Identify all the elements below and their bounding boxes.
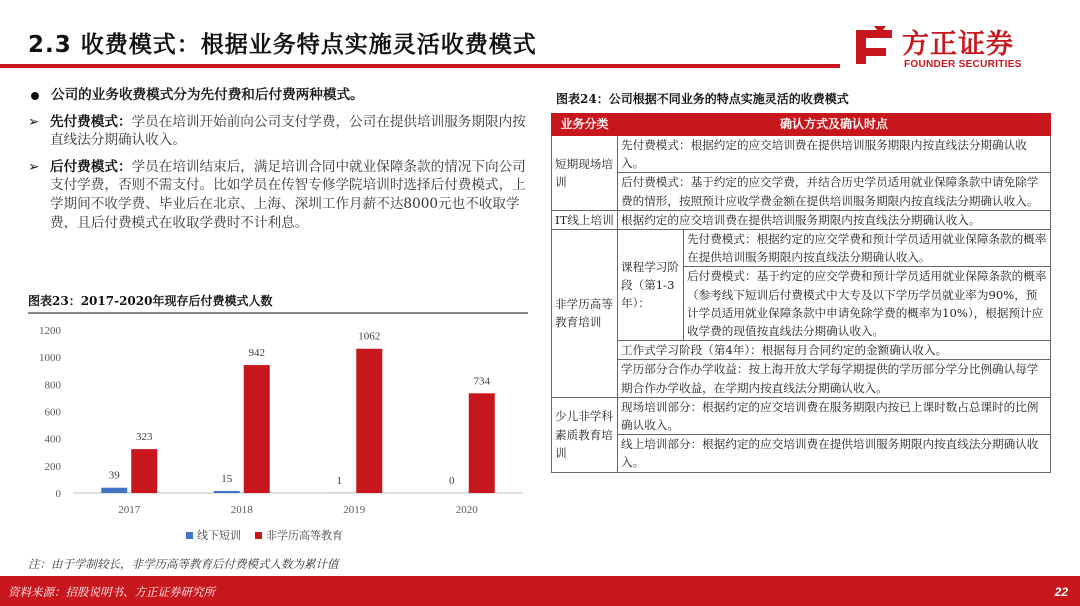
y-tick-label: 1200: [39, 325, 61, 337]
arrow-bullet-icon: ➢: [28, 158, 40, 175]
bullet-dot-icon: [31, 92, 39, 100]
table-header-method: 确认方式及确认时点: [618, 114, 1051, 136]
table-header-category: 业务分类: [552, 114, 618, 136]
data-label: 1062: [358, 330, 381, 343]
chart-title: 图表23：2017-2020年现存后付费模式人数: [28, 294, 273, 308]
x-tick-label: 2019: [343, 504, 366, 516]
main-bullet: [28, 86, 528, 105]
data-label: 734: [473, 375, 490, 388]
y-tick-label: 600: [44, 406, 61, 419]
non-degree-prepay: 先付费模式：根据约定的应交学费和预计学员适用就业保障条款的概率在提供培训服务期限内按直线法分期确认收入。: [684, 230, 1051, 267]
legend-label: 非学历高等教育: [266, 529, 343, 542]
chart-title-divider: [28, 312, 528, 314]
short-term-prepay: 先付费模式：根据约定的应交培训费在提供培训服务期限内按直线法分期确认收入。: [618, 136, 1051, 173]
postpay-users-chart: [28, 316, 528, 552]
x-tick-label: 2020: [455, 504, 478, 516]
prepay-body: 学员在培训开始前向公司支付学费，公司在提供培训服务期限内按直线法分期确认收入。: [50, 113, 526, 149]
bar-offline-short: [214, 491, 240, 493]
founder-logo: [852, 22, 1052, 74]
table-row: [552, 341, 1051, 360]
page-number: 22: [1054, 585, 1068, 599]
x-tick-label: 2018: [230, 504, 253, 516]
non-degree-postpay: 后付费模式：基于约定的应交学费和预计学员适用就业保障条款的概率（参考线下短训后付费模式中大专及以下学历学员就业率为90%，预计学员适用就业保障条款中申请免除学费的概率为10%），根据预计应收学费的现值按直线法分期确认收入。: [684, 267, 1051, 341]
revenue-recognition-table: [551, 113, 1051, 473]
non-degree-coop: 学历部分合作办学收益：按上海开放大学每学期提供的学历部分学分比例确认每学期合作办学收益，在学期内按直线法分期确认收入。: [618, 360, 1051, 397]
data-label: 39: [108, 469, 120, 482]
data-label: 15: [221, 472, 233, 485]
prepay-item: [28, 113, 528, 150]
y-tick-label: 1000: [39, 352, 61, 365]
chart-note: 注：由于学制较长，非学历高等教育后付费模式人数为累计值: [28, 557, 339, 571]
prepay-heading: 先付费模式：: [50, 113, 132, 130]
business-model-text: [28, 86, 528, 240]
short-term-postpay: 后付费模式：基于约定的应交学费，并结合历史学员适用就业保障条款中请免除学费的情形，按照预计应收学费金额在提供培训服务期限内按直线法分期确认收入。: [618, 173, 1051, 210]
legend-label: 线下短训: [197, 529, 241, 542]
category-kids: 少儿非学科素质教育培训: [552, 397, 618, 472]
postpay-heading: 后付费模式：: [50, 158, 132, 175]
table-row: [552, 136, 1051, 173]
footer-source: 资料来源：招股说明书、方正证券研究所: [8, 585, 215, 599]
y-tick-label: 200: [44, 460, 61, 473]
founder-logo-icon: [852, 24, 896, 68]
main-bullet-text: 公司的业务收费模式分为先付费和后付费两种模式。: [51, 87, 364, 103]
table-row: [552, 173, 1051, 210]
logo-english-name: FOUNDER SECURITIES: [904, 59, 1022, 70]
table-row: [552, 397, 1051, 434]
postpay-body: 学员在培训结束后，满足培训合同中就业保障条款的情况下向公司支付学费，否则不需支付。比如学员在传智专修学院培训时选择后付费模式，上学期间不收学费、毕业后在北京、上海、深圳工作月薪不达8000元也不收取学费，且后付费模式在收取学费时不计利息。: [50, 158, 526, 231]
y-tick-label: 0: [55, 488, 61, 500]
bar-non-degree: [131, 449, 157, 493]
table-row: [552, 435, 1051, 472]
category-non-degree: 非学历高等教育培训: [552, 230, 618, 398]
x-tick-label: 2017: [118, 504, 141, 516]
bar-non-degree: [244, 365, 270, 493]
data-label: 1: [336, 474, 342, 487]
data-label: 942: [248, 347, 265, 360]
postpay-item: [28, 158, 528, 232]
it-online-method: 根据约定的应交培训费在提供培训服务期限内按直线法分期确认收入。: [618, 210, 1051, 229]
non-degree-stage: 课程学习阶段（第1-3年）：: [618, 230, 684, 341]
bar-non-degree: [356, 349, 382, 493]
category-it-online: IT线上培训: [552, 210, 618, 229]
table-row: [552, 360, 1051, 397]
prepay-text: [50, 113, 528, 150]
kids-onsite: 现场培训部分：根据约定的应交培训费在服务期限内按已上课时数占总课时的比例确认收入。: [618, 397, 1051, 434]
bar-offline-short: [101, 488, 127, 493]
table-row: [552, 230, 1051, 267]
bar-non-degree: [469, 393, 495, 493]
y-tick-label: 400: [44, 433, 61, 446]
header-divider: [0, 64, 840, 68]
non-degree-work-stage: 工作式学习阶段（第4年）：根据每月合同约定的金额确认收入。: [618, 341, 1051, 360]
legend-swatch: [255, 532, 262, 539]
logo-chinese-name: 方正证券: [902, 29, 1014, 60]
table-title: 图表24：公司根据不同业务的特点实施灵活的收费模式: [556, 92, 849, 106]
page-title: 2.3 收费模式：根据业务特点实施灵活收费模式: [28, 32, 537, 58]
data-label: 0: [449, 475, 455, 487]
legend-swatch: [186, 532, 193, 539]
postpay-text: [50, 158, 528, 232]
kids-online: 线上培训部分：根据约定的应交培训费在提供培训服务期限内按直线法分期确认收入。: [618, 435, 1051, 472]
data-label: 323: [136, 431, 153, 444]
table-header-row: [552, 114, 1051, 136]
category-short-term: 短期现场培训: [552, 136, 618, 211]
y-tick-label: 800: [44, 379, 61, 392]
arrow-bullet-icon: ➢: [28, 113, 40, 130]
table-row: [552, 210, 1051, 229]
